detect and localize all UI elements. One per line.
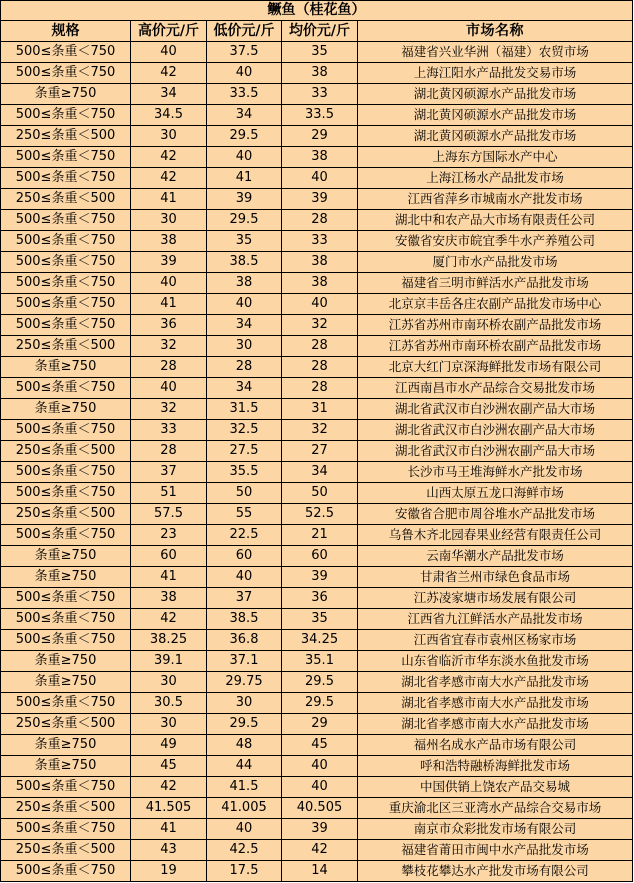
cell-market-name: 北京京丰岳各庄农副产品批发市场中心: [358, 294, 633, 315]
cell-spec: 条重≥750: [1, 672, 131, 693]
cell-high-price: 42: [131, 777, 207, 798]
cell-spec: 500≤条重＜750: [1, 105, 131, 126]
cell-spec: 500≤条重＜750: [1, 63, 131, 84]
cell-low-price: 41.5: [207, 777, 282, 798]
cell-low-price: 60: [207, 546, 282, 567]
cell-spec: 条重≥750: [1, 651, 131, 672]
cell-low-price: 32.5: [207, 420, 282, 441]
table-grid: [1, 21, 633, 882]
cell-avg-price: 40: [282, 168, 358, 189]
cell-high-price: 45: [131, 756, 207, 777]
cell-spec: 500≤条重＜750: [1, 609, 131, 630]
cell-avg-price: 45: [282, 735, 358, 756]
cell-spec: 250≤条重＜500: [1, 441, 131, 462]
cell-market-name: 云南华潮水产品批发市场: [358, 546, 633, 567]
cell-market-name: 湖北黄冈硕源水产品批发市场: [358, 84, 633, 105]
cell-low-price: 40: [207, 294, 282, 315]
cell-spec: 条重≥750: [1, 84, 131, 105]
cell-avg-price: 14: [282, 861, 358, 882]
cell-low-price: 36.8: [207, 630, 282, 651]
cell-spec: 500≤条重＜750: [1, 819, 131, 840]
cell-avg-price: 52.5: [282, 504, 358, 525]
cell-avg-price: 28: [282, 378, 358, 399]
cell-high-price: 30: [131, 672, 207, 693]
cell-market-name: 安徽省合肥市周谷堆水产品批发市场: [358, 504, 633, 525]
cell-high-price: 41: [131, 189, 207, 210]
cell-avg-price: 35: [282, 42, 358, 63]
cell-low-price: 27.5: [207, 441, 282, 462]
cell-high-price: 41: [131, 567, 207, 588]
cell-market-name: 湖北省武汉市白沙洲农副产品大市场: [358, 441, 633, 462]
cell-spec: 500≤条重＜750: [1, 231, 131, 252]
cell-avg-price: 40.505: [282, 798, 358, 819]
cell-spec: 500≤条重＜750: [1, 294, 131, 315]
cell-spec: 条重≥750: [1, 399, 131, 420]
cell-market-name: 福建省兴业华洲（福建）农贸市场: [358, 42, 633, 63]
cell-spec: 条重≥750: [1, 546, 131, 567]
cell-high-price: 38: [131, 231, 207, 252]
header-low-price: 低价元/斤: [207, 21, 282, 42]
cell-market-name: 江苏省苏州市南环桥农副产品批发市场: [358, 336, 633, 357]
cell-spec: 500≤条重＜750: [1, 483, 131, 504]
cell-avg-price: 38: [282, 63, 358, 84]
cell-high-price: 41: [131, 819, 207, 840]
cell-market-name: 重庆渝北区三亚湾水产品综合交易市场: [358, 798, 633, 819]
cell-low-price: 37.1: [207, 651, 282, 672]
cell-low-price: 40: [207, 567, 282, 588]
cell-avg-price: 33: [282, 231, 358, 252]
cell-low-price: 29.75: [207, 672, 282, 693]
cell-spec: 500≤条重＜750: [1, 315, 131, 336]
cell-market-name: 乌鲁木齐北园春果业经营有限责任公司: [358, 525, 633, 546]
cell-avg-price: 29.5: [282, 672, 358, 693]
cell-high-price: 33: [131, 420, 207, 441]
cell-low-price: 34: [207, 315, 282, 336]
cell-avg-price: 39: [282, 819, 358, 840]
cell-low-price: 48: [207, 735, 282, 756]
cell-high-price: 28: [131, 441, 207, 462]
cell-spec: 250≤条重＜500: [1, 714, 131, 735]
cell-high-price: 34: [131, 84, 207, 105]
cell-market-name: 江苏凌家塘市场发展有限公司: [358, 588, 633, 609]
cell-low-price: 40: [207, 819, 282, 840]
cell-market-name: 江苏省苏州市南环桥农副产品批发市场: [358, 315, 633, 336]
cell-spec: 500≤条重＜750: [1, 630, 131, 651]
cell-market-name: 山西太原五龙口海鲜市场: [358, 483, 633, 504]
cell-avg-price: 34.25: [282, 630, 358, 651]
cell-market-name: 长沙市马王堆海鲜水产批发市场: [358, 462, 633, 483]
cell-market-name: 安徽省安庆市皖宜季牛水产养殖公司: [358, 231, 633, 252]
cell-spec: 500≤条重＜750: [1, 210, 131, 231]
cell-avg-price: 39: [282, 567, 358, 588]
cell-avg-price: 29.5: [282, 693, 358, 714]
cell-low-price: 35.5: [207, 462, 282, 483]
cell-high-price: 28: [131, 357, 207, 378]
cell-low-price: 39: [207, 189, 282, 210]
cell-high-price: 34.5: [131, 105, 207, 126]
cell-spec: 250≤条重＜500: [1, 126, 131, 147]
cell-avg-price: 31: [282, 399, 358, 420]
cell-high-price: 40: [131, 273, 207, 294]
cell-spec: 500≤条重＜750: [1, 420, 131, 441]
cell-avg-price: 32: [282, 315, 358, 336]
cell-low-price: 41: [207, 168, 282, 189]
cell-market-name: 上海东方国际水产中心: [358, 147, 633, 168]
cell-low-price: 40: [207, 147, 282, 168]
cell-avg-price: 35.1: [282, 651, 358, 672]
cell-low-price: 37: [207, 588, 282, 609]
cell-avg-price: 28: [282, 357, 358, 378]
cell-high-price: 41.505: [131, 798, 207, 819]
cell-high-price: 57.5: [131, 504, 207, 525]
cell-market-name: 甘肃省兰州市绿色食品市场: [358, 567, 633, 588]
cell-market-name: 福建省莆田市闽中水产品批发市场: [358, 840, 633, 861]
cell-spec: 条重≥750: [1, 357, 131, 378]
cell-avg-price: 40: [282, 294, 358, 315]
cell-avg-price: 50: [282, 483, 358, 504]
cell-avg-price: 42: [282, 840, 358, 861]
cell-low-price: 37.5: [207, 42, 282, 63]
cell-market-name: 湖北黄冈硕源水产品批发市场: [358, 105, 633, 126]
cell-spec: 250≤条重＜500: [1, 504, 131, 525]
cell-high-price: 49: [131, 735, 207, 756]
cell-low-price: 22.5: [207, 525, 282, 546]
cell-spec: 500≤条重＜750: [1, 147, 131, 168]
cell-market-name: 湖北中和农产品大市场有限责任公司: [358, 210, 633, 231]
cell-market-name: 中国供销上饶农产品交易城: [358, 777, 633, 798]
cell-low-price: 34: [207, 105, 282, 126]
cell-avg-price: 38: [282, 252, 358, 273]
cell-low-price: 30: [207, 693, 282, 714]
cell-market-name: 湖北省武汉市白沙洲农副产品大市场: [358, 420, 633, 441]
cell-avg-price: 38: [282, 273, 358, 294]
cell-market-name: 江西省九江鲜活水产品批发市场: [358, 609, 633, 630]
cell-low-price: 31.5: [207, 399, 282, 420]
cell-avg-price: 35: [282, 609, 358, 630]
cell-avg-price: 39: [282, 189, 358, 210]
cell-spec: 500≤条重＜750: [1, 462, 131, 483]
cell-high-price: 32: [131, 399, 207, 420]
cell-high-price: 42: [131, 147, 207, 168]
cell-high-price: 30: [131, 126, 207, 147]
cell-high-price: 40: [131, 378, 207, 399]
cell-high-price: 30: [131, 714, 207, 735]
cell-high-price: 41: [131, 294, 207, 315]
cell-spec: 500≤条重＜750: [1, 273, 131, 294]
cell-low-price: 38.5: [207, 252, 282, 273]
cell-high-price: 42: [131, 609, 207, 630]
cell-spec: 500≤条重＜750: [1, 168, 131, 189]
cell-market-name: 上海江阳水产品批发交易市场: [358, 63, 633, 84]
cell-market-name: 湖北省武汉市白沙洲农副产品大市场: [358, 399, 633, 420]
cell-avg-price: 34: [282, 462, 358, 483]
cell-avg-price: 29: [282, 714, 358, 735]
cell-market-name: 福州名成水产品市场有限公司: [358, 735, 633, 756]
cell-spec: 250≤条重＜500: [1, 336, 131, 357]
cell-avg-price: 29: [282, 126, 358, 147]
table-title: 鳜鱼（桂花鱼）: [1, 1, 633, 21]
cell-spec: 250≤条重＜500: [1, 840, 131, 861]
cell-avg-price: 38: [282, 147, 358, 168]
cell-low-price: 44: [207, 756, 282, 777]
cell-spec: 500≤条重＜750: [1, 378, 131, 399]
cell-low-price: 29.5: [207, 210, 282, 231]
cell-spec: 条重≥750: [1, 735, 131, 756]
cell-high-price: 51: [131, 483, 207, 504]
cell-market-name: 攀枝花攀达水产批发市场有限公司: [358, 861, 633, 882]
cell-high-price: 19: [131, 861, 207, 882]
cell-market-name: 厦门市水产品批发市场: [358, 252, 633, 273]
cell-high-price: 40: [131, 42, 207, 63]
cell-high-price: 43: [131, 840, 207, 861]
cell-low-price: 29.5: [207, 126, 282, 147]
header-high-price: 高价元/斤: [131, 21, 207, 42]
cell-avg-price: 28: [282, 336, 358, 357]
cell-spec: 500≤条重＜750: [1, 42, 131, 63]
header-spec: 规格: [1, 21, 131, 42]
cell-spec: 条重≥750: [1, 567, 131, 588]
cell-avg-price: 32: [282, 420, 358, 441]
header-market-name: 市场名称: [358, 21, 633, 42]
cell-high-price: 36: [131, 315, 207, 336]
cell-market-name: 山东省临沂市华东淡水鱼批发市场: [358, 651, 633, 672]
cell-high-price: 32: [131, 336, 207, 357]
header-avg-price: 均价元/斤: [282, 21, 358, 42]
cell-spec: 500≤条重＜750: [1, 693, 131, 714]
cell-high-price: 42: [131, 168, 207, 189]
cell-market-name: 北京大红门京深海鲜批发市场有限公司: [358, 357, 633, 378]
cell-market-name: 湖北省孝感市南大水产品批发市场: [358, 693, 633, 714]
cell-market-name: 南京市众彩批发市场有限公司: [358, 819, 633, 840]
cell-spec: 500≤条重＜750: [1, 588, 131, 609]
cell-low-price: 50: [207, 483, 282, 504]
cell-spec: 条重≥750: [1, 756, 131, 777]
cell-avg-price: 27: [282, 441, 358, 462]
cell-avg-price: 21: [282, 525, 358, 546]
cell-low-price: 29.5: [207, 714, 282, 735]
cell-avg-price: 33: [282, 84, 358, 105]
cell-high-price: 39: [131, 252, 207, 273]
cell-market-name: 江西省萍乡市城南水产批发市场: [358, 189, 633, 210]
cell-low-price: 55: [207, 504, 282, 525]
cell-high-price: 30.5: [131, 693, 207, 714]
cell-market-name: 福建省三明市鲜活水产品批发市场: [358, 273, 633, 294]
cell-market-name: 江西省宜春市袁州区杨家市场: [358, 630, 633, 651]
cell-market-name: 湖北黄冈硕源水产品批发市场: [358, 126, 633, 147]
cell-low-price: 42.5: [207, 840, 282, 861]
cell-high-price: 38: [131, 588, 207, 609]
cell-low-price: 17.5: [207, 861, 282, 882]
cell-low-price: 38: [207, 273, 282, 294]
cell-high-price: 60: [131, 546, 207, 567]
cell-avg-price: 40: [282, 756, 358, 777]
cell-high-price: 39.1: [131, 651, 207, 672]
cell-avg-price: 40: [282, 777, 358, 798]
cell-market-name: 江西南昌市水产品综合交易批发市场: [358, 378, 633, 399]
cell-low-price: 38.5: [207, 609, 282, 630]
cell-high-price: 23: [131, 525, 207, 546]
cell-low-price: 34: [207, 378, 282, 399]
cell-high-price: 42: [131, 63, 207, 84]
cell-avg-price: 60: [282, 546, 358, 567]
cell-avg-price: 36: [282, 588, 358, 609]
cell-market-name: 湖北省孝感市南大水产品批发市场: [358, 714, 633, 735]
cell-spec: 250≤条重＜500: [1, 189, 131, 210]
cell-spec: 500≤条重＜750: [1, 861, 131, 882]
cell-avg-price: 33.5: [282, 105, 358, 126]
cell-avg-price: 28: [282, 210, 358, 231]
cell-low-price: 33.5: [207, 84, 282, 105]
cell-high-price: 37: [131, 462, 207, 483]
cell-market-name: 上海江杨水产品批发市场: [358, 168, 633, 189]
cell-low-price: 30: [207, 336, 282, 357]
cell-low-price: 40: [207, 63, 282, 84]
cell-low-price: 35: [207, 231, 282, 252]
cell-high-price: 38.25: [131, 630, 207, 651]
cell-spec: 500≤条重＜750: [1, 525, 131, 546]
cell-market-name: 呼和浩特融桥海鲜批发市场: [358, 756, 633, 777]
cell-spec: 500≤条重＜750: [1, 777, 131, 798]
cell-market-name: 湖北省孝感市南大水产品批发市场: [358, 672, 633, 693]
cell-spec: 250≤条重＜500: [1, 798, 131, 819]
cell-high-price: 30: [131, 210, 207, 231]
cell-low-price: 41.005: [207, 798, 282, 819]
cell-low-price: 28: [207, 357, 282, 378]
cell-spec: 500≤条重＜750: [1, 252, 131, 273]
